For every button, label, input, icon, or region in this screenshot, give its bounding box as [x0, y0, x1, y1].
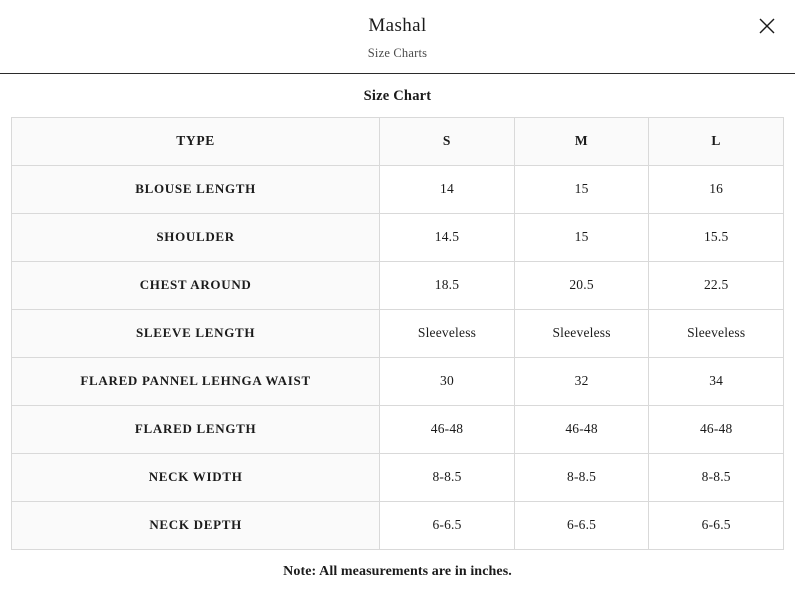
row-header-blouse-length: BLOUSE LENGTH — [12, 165, 380, 213]
cell-neck-depth-s: 6-6.5 — [380, 501, 515, 549]
cell-neck-depth-m: 6-6.5 — [514, 501, 649, 549]
table-row — [12, 501, 784, 549]
row-header-flared-length: FLARED LENGTH — [12, 405, 380, 453]
cell-flared-length-s: 46-48 — [380, 405, 515, 453]
table-row — [12, 357, 784, 405]
close-icon — [757, 16, 777, 36]
table-row — [12, 309, 784, 357]
cell-blouse-length-l: 16 — [649, 165, 784, 213]
column-header-s: S — [380, 117, 515, 165]
table-row — [12, 261, 784, 309]
cell-neck-depth-l: 6-6.5 — [649, 501, 784, 549]
row-header-neck-depth: NECK DEPTH — [12, 501, 380, 549]
cell-sleeve-length-l: Sleeveless — [649, 309, 784, 357]
cell-blouse-length-m: 15 — [514, 165, 649, 213]
table-row — [12, 405, 784, 453]
cell-neck-width-s: 8-8.5 — [380, 453, 515, 501]
modal-header — [0, 0, 795, 74]
row-header-chest-around: CHEST AROUND — [12, 261, 380, 309]
page-title: Mashal — [368, 15, 427, 36]
cell-flared-pannel-lehnga-waist-s: 30 — [380, 357, 515, 405]
cell-neck-width-m: 8-8.5 — [514, 453, 649, 501]
row-header-shoulder: SHOULDER — [12, 213, 380, 261]
cell-sleeve-length-m: Sleeveless — [514, 309, 649, 357]
table-head — [12, 117, 784, 165]
table-row — [12, 453, 784, 501]
cell-chest-around-s: 18.5 — [380, 261, 515, 309]
cell-flared-length-m: 46-48 — [514, 405, 649, 453]
cell-flared-pannel-lehnga-waist-l: 34 — [649, 357, 784, 405]
cell-shoulder-l: 15.5 — [649, 213, 784, 261]
size-chart-table-wrapper — [0, 117, 795, 550]
cell-sleeve-length-s: Sleeveless — [380, 309, 515, 357]
table-row — [12, 165, 784, 213]
cell-shoulder-s: 14.5 — [380, 213, 515, 261]
table-header-row — [12, 117, 784, 165]
table-body — [12, 165, 784, 549]
cell-neck-width-l: 8-8.5 — [649, 453, 784, 501]
measurements-note: Note: All measurements are in inches. — [283, 563, 512, 579]
cell-blouse-length-s: 14 — [380, 165, 515, 213]
cell-flared-pannel-lehnga-waist-m: 32 — [514, 357, 649, 405]
cell-chest-around-m: 20.5 — [514, 261, 649, 309]
row-header-sleeve-length: SLEEVE LENGTH — [12, 309, 380, 357]
column-header-type: TYPE — [12, 117, 380, 165]
row-header-neck-width: NECK WIDTH — [12, 453, 380, 501]
row-header-flared-pannel-lehnga-waist: FLARED PANNEL LEHNGA WAIST — [12, 357, 380, 405]
column-header-m: M — [514, 117, 649, 165]
modal-subtitle: Size Charts — [367, 45, 428, 60]
column-header-l: L — [649, 117, 784, 165]
cell-flared-length-l: 46-48 — [649, 405, 784, 453]
table-row — [12, 213, 784, 261]
size-chart-table — [11, 117, 784, 550]
section-title: Size Chart — [363, 87, 432, 104]
cell-chest-around-l: 22.5 — [649, 261, 784, 309]
modal-body — [0, 74, 795, 592]
close-button[interactable] — [753, 12, 781, 40]
cell-shoulder-m: 15 — [514, 213, 649, 261]
